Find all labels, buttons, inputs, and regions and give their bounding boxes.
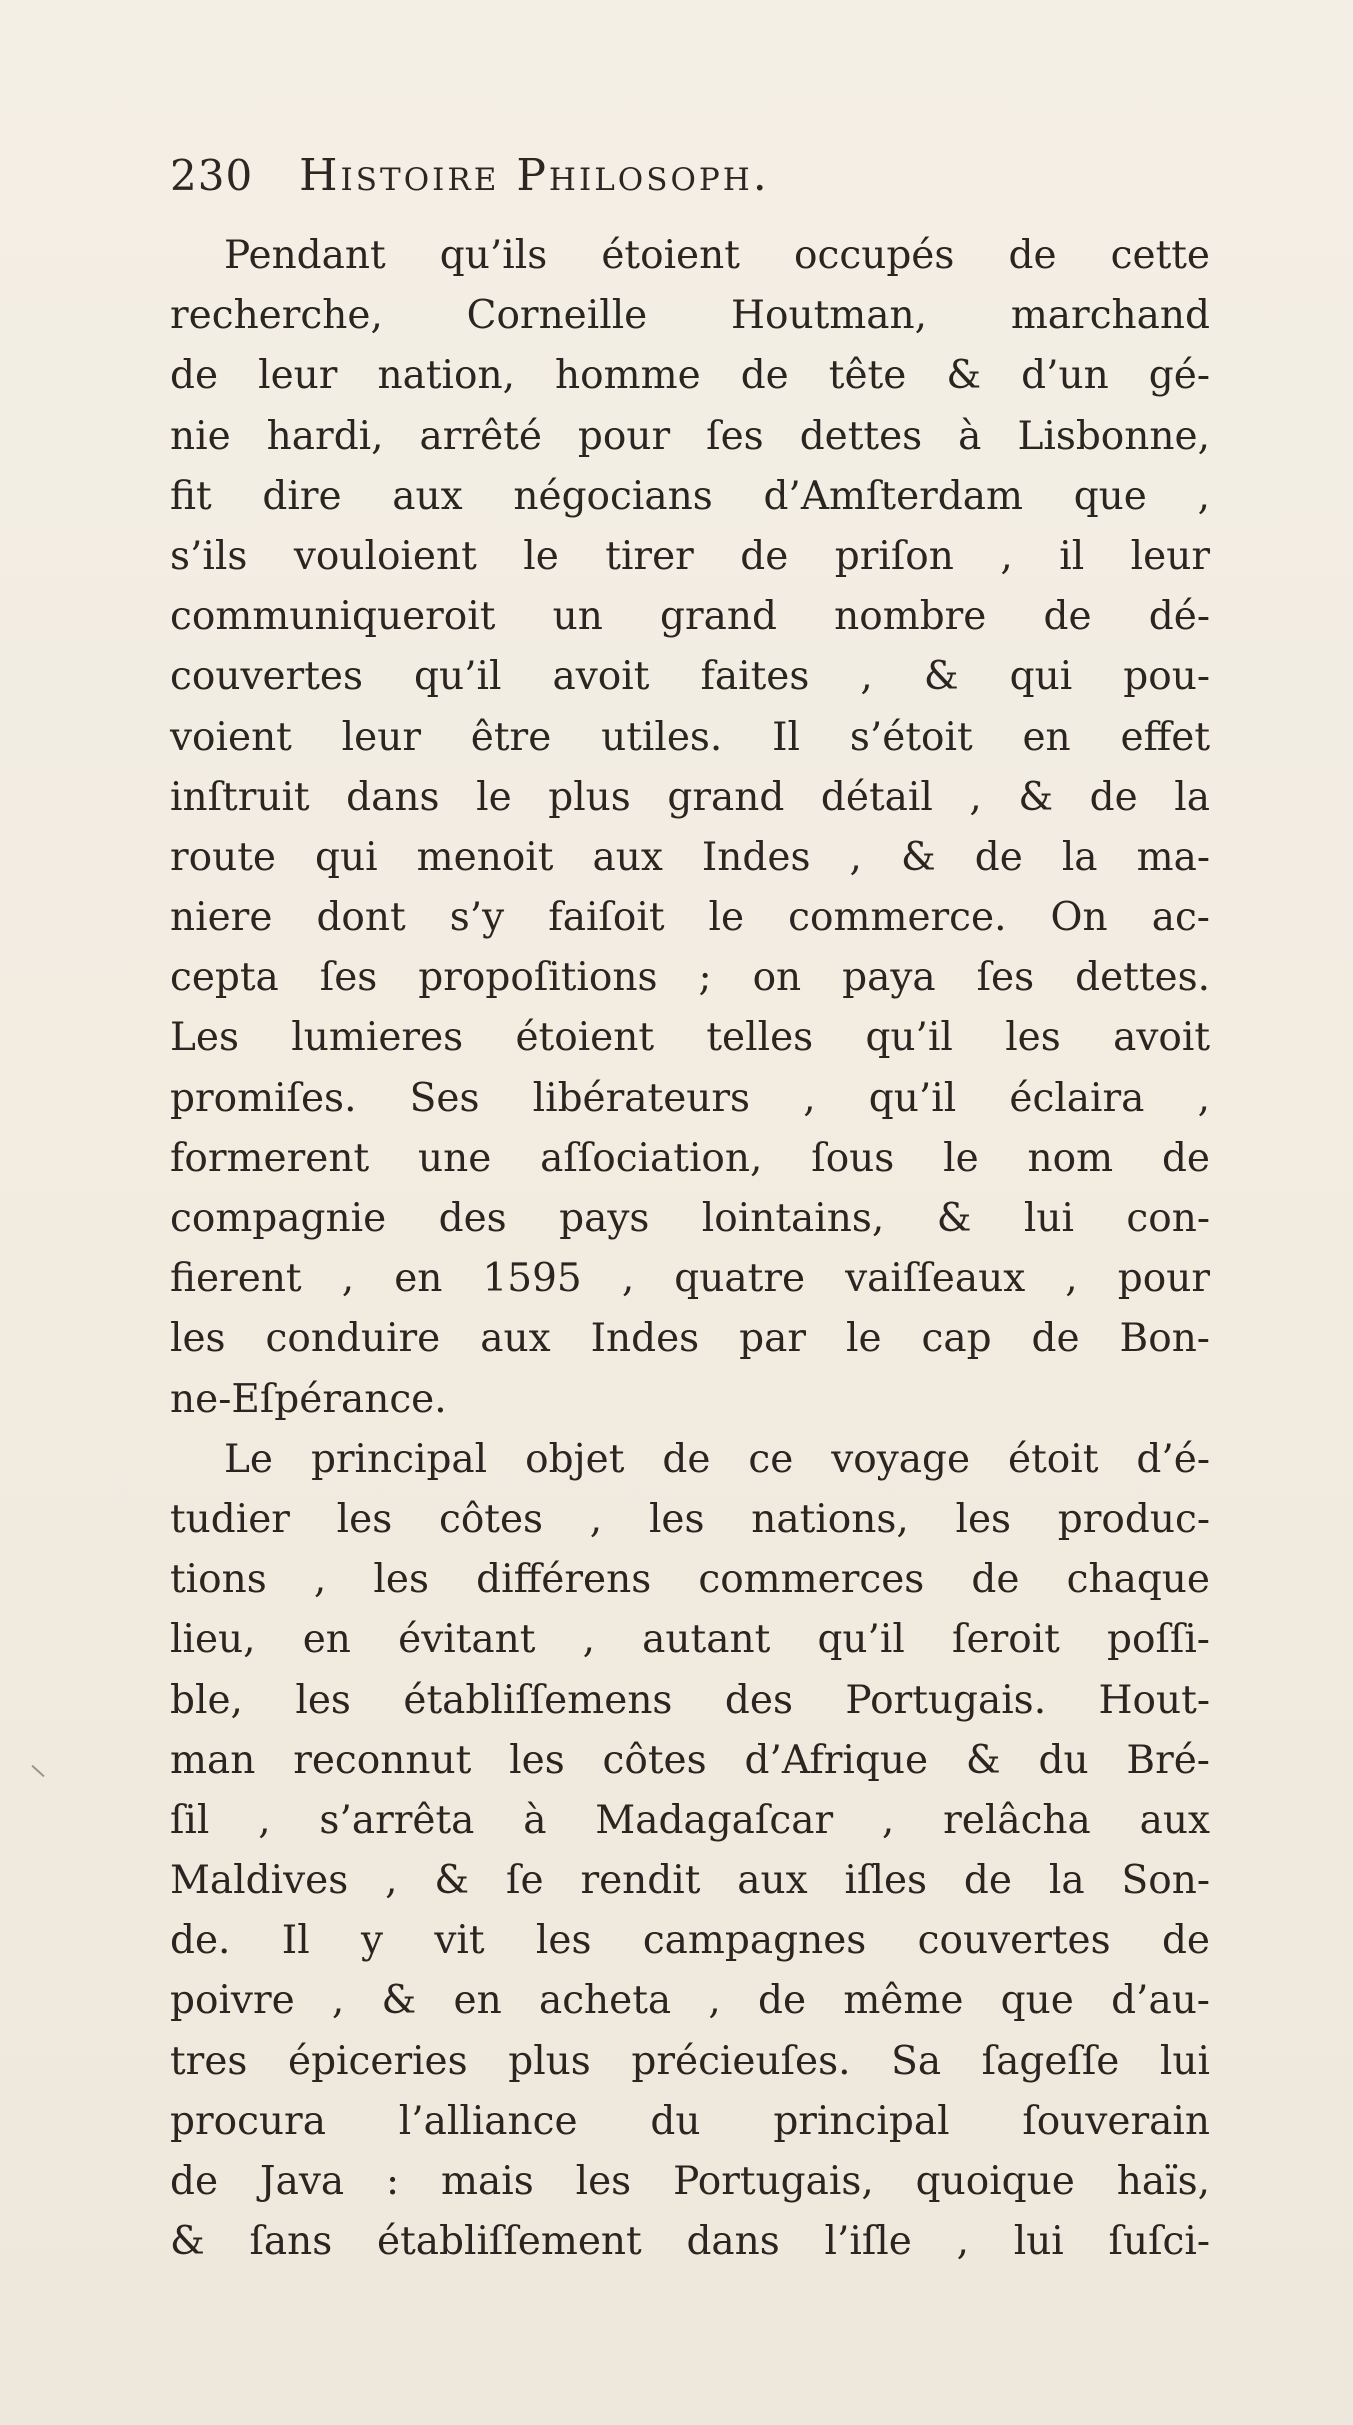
text-line: route qui menoit aux Indes , & de la ma- — [170, 834, 1210, 880]
text-line: ble, les établiſſemens des Portugais. Hout- — [170, 1677, 1210, 1723]
text-line: Le principal objet de ce voyage étoit d’é- — [224, 1436, 1210, 1482]
text-line: poivre , & en acheta , de même que d’au- — [170, 1978, 1210, 2024]
text-line: voient leur être utiles. Il s’étoit en effet — [170, 714, 1210, 760]
text-line: s’ils vouloient le tirer de priſon , il leur — [170, 533, 1210, 579]
text-line: promiſes. Ses libérateurs , qu’il éclaira , — [170, 1075, 1210, 1121]
text-line: nie hardi, arrêté pour ſes dettes à Lisbonne, — [170, 413, 1210, 459]
text-line: lieu, en évitant , autant qu’il ſeroit poſſi- — [170, 1617, 1210, 1663]
text-line: couvertes qu’il avoit faites , & qui pou- — [170, 654, 1210, 700]
text-line: de leur nation, homme de tête & d’un gé- — [170, 353, 1210, 399]
running-title: Histoire Philosoph. — [299, 150, 770, 201]
text-line: Maldives , & ſe rendit aux iſles de la Son- — [170, 1858, 1210, 1904]
text-line: & ſans établiſſement dans l’iſle , lui ſuſci- — [170, 2219, 1210, 2265]
text-line: cepta ſes propoſitions ; on paya ſes dettes. — [170, 955, 1210, 1001]
text-line: formerent une aſſociation, ſous le nom de — [170, 1135, 1210, 1181]
text-line: compagnie des pays lointains, & lui con- — [170, 1196, 1210, 1241]
text-line: tions , les différens commerces de chaque — [170, 1557, 1210, 1603]
text-line: fierent , en 1595 , quatre vaiſſeaux , pour — [170, 1256, 1210, 1302]
text-line: tudier les côtes , les nations, les produc- — [170, 1496, 1210, 1542]
text-line: ſil , s’arrêta à Madagaſcar , relâcha aux — [170, 1797, 1210, 1843]
text-line: niere dont s’y faiſoit le commerce. On ac- — [170, 895, 1210, 941]
text-line: inſtruit dans le plus grand détail , & de la — [170, 774, 1210, 820]
text-line: ne-Eſpérance. — [170, 1376, 447, 1422]
text-line: les conduire aux Indes par le cap de Bon- — [170, 1316, 1210, 1362]
paragraph — [170, 226, 1210, 1430]
text-line: fit dire aux négocians d’Amſterdam que , — [170, 473, 1210, 519]
text-line: de Java : mais les Portugais, quoique haïs, — [170, 2159, 1210, 2204]
page-header — [170, 150, 770, 210]
paragraph — [170, 1430, 1210, 2273]
text-line: tres épiceries plus précieuſes. Sa ſageſſe lui — [170, 2038, 1210, 2084]
text-line: communiqueroit un grand nombre de dé- — [170, 594, 1210, 640]
text-line: de. Il y vit les campagnes couvertes de — [170, 1918, 1210, 1964]
margin-mark — [31, 1765, 44, 1777]
body-text — [170, 226, 1210, 2272]
text-line: Les lumieres étoient telles qu’il les avoit — [170, 1015, 1210, 1061]
text-line: recherche, Corneille Houtman, marchand — [170, 293, 1210, 339]
page-number: 230 — [170, 151, 254, 200]
text-line: Pendant qu’ils étoient occupés de cette — [224, 233, 1210, 278]
text-line: man reconnut les côtes d’Afrique & du Bré- — [170, 1737, 1210, 1783]
text-line: procura l’alliance du principal ſouverain — [170, 2098, 1210, 2144]
